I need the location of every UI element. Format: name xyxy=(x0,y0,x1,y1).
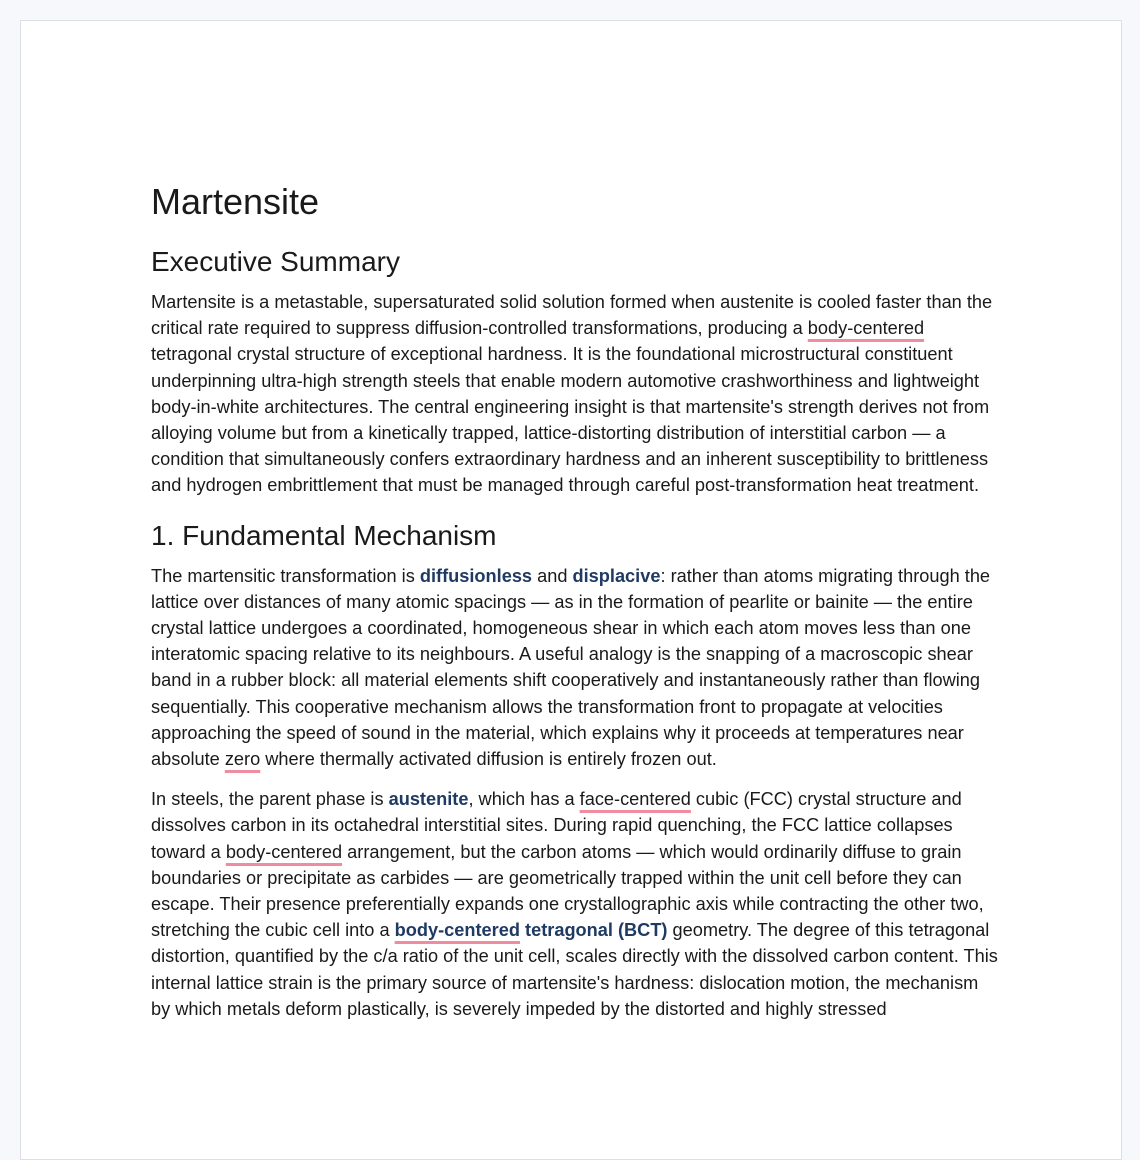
spellcheck-flagged-word[interactable]: body-centered xyxy=(225,841,343,862)
document-title: Martensite xyxy=(151,181,320,222)
mechanism-paragraph-2: In steels, the parent phase is austenite, which has a face-centered cubic (FCC) crystal structure and dissolves carbon in its octahedral interstitial sites. During rapid quenching, the FCC lattice collapses toward a body-centered arrangement, but the carbon atoms — which would ordinarily diffuse to grain boundaries or precipitate as carbides — are geometrically trapped within the unit cell before they can escape. Their presence preferentially expands one crystallographic axis while contracting the other two, stretching the cubic cell into a body-centered tetragonal (BCT) geometry. The degree of this tetragonal distortion, quantified by the c/a ratio of the unit cell, scales directly with the dissolved carbon content. This internal lattice strain is the primary source of martensite's hardness: dislocation motion, the mechanism by which metals deform plastically, is severely impeded by the distorted and highly stressed xyxy=(151,789,998,1019)
spellcheck-flagged-word[interactable]: body-centered xyxy=(394,920,520,941)
summary-paragraph: Martensite is a metastable, supersaturated solid solution formed when austenite is cooled faster than the critical rate required to suppress diffusion-controlled transformations, producing a body-centered tetragonal crystal structure of exceptional hardness. It is the foundational microstructural constituent underpinning ultra-high strength steels that enable modern automotive crashworthiness and lightweight body-in-white architectures. The central engineering insight is that martensite's strength derives not from alloying volume but from a kinetically trapped, lattice-distorting distribution of interstitial carbon — a condition that simultaneously confers extraordinary hardness and an inherent susceptibility to brittleness and hydrogen embrittlement that must be managed through careful post-transformation heat treatment. xyxy=(151,292,993,496)
term-austenite: austenite xyxy=(388,789,469,810)
section-heading-fundamental-mechanism: 1. Fundamental Mechanism xyxy=(151,519,497,551)
document-page xyxy=(20,20,1122,1160)
executive-summary-heading: Executive Summary xyxy=(151,246,400,277)
spellcheck-flagged-word[interactable]: face-centered xyxy=(579,789,691,810)
term-diffusionless: diffusionless xyxy=(419,565,533,586)
mechanism-paragraph-1: The martensitic transformation is diffusionless and displacive: rather than atoms migrating through the lattice over distances of many atomic spacings — as in the formation of pearlite or bainite — the entire crystal lattice undergoes a coordinated, homogeneous shear in which each atom moves less than one interatomic spacing relative to its neighbours. A useful analogy is the snapping of a macroscopic shear band in a rubber block: all material elements shift cooperatively and instantaneously rather than flowing sequentially. This cooperative mechanism allows the transformation front to propagate at velocities approaching the speed of sound in the material, which explains why it proceeds at temperatures near absolute zero where thermally activated diffusion is entirely frozen out. xyxy=(151,565,991,770)
term-displacive: displacive xyxy=(572,565,661,586)
document-body xyxy=(151,181,1001,1036)
term-bct: body-centered tetragonal (BCT) xyxy=(394,920,668,941)
spellcheck-flagged-word[interactable]: body-centered xyxy=(807,318,925,339)
spellcheck-flagged-word[interactable]: zero xyxy=(224,749,261,770)
